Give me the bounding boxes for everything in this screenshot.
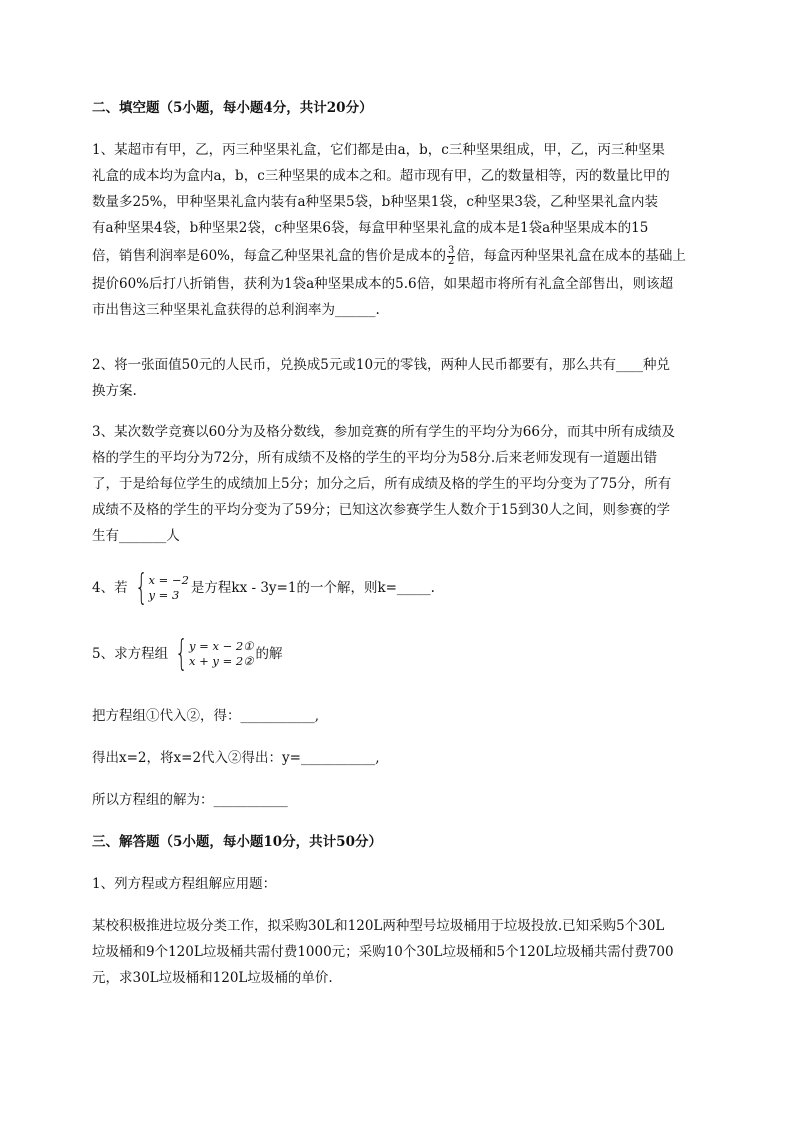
q1-line-4: 有a种坚果4袋，b种坚果2袋，c种坚果6袋，每盒甲种坚果礼盒的成本是1袋a种坚果成本的15 <box>92 220 649 236</box>
equation-system-q5 <box>170 633 254 674</box>
q1-line-5b: 倍，每盒丙种坚果礼盒在成本的基础上 <box>456 248 686 264</box>
question-2-1 <box>92 137 742 323</box>
question-2-3 <box>92 419 742 549</box>
q3-line-2: 格的学生的平均分为72分，所有成绩不及格的学生的平均分为58分.后来老师发现有一道题出错 <box>92 450 658 466</box>
fraction-numerator: 3 <box>448 245 455 256</box>
q5-step-3: 所以方程组的解为：___________ <box>92 792 288 808</box>
section3-q1-intro: 1、列方程或方程组解应用题： <box>92 876 277 892</box>
s3q1-line-2: 垃圾桶和9个120L垃圾桶共需付费1000元；采购10个30L垃圾桶和5个120L垃圾桶共需付费700 <box>92 944 674 960</box>
q1-line-6: 提价60%后打八折销售，获利为1袋a种坚果成本的5.6倍，如果超市将所有礼盒全部售出，则该超 <box>92 276 674 292</box>
brace-symbol: { <box>175 633 188 674</box>
section3-question-1 <box>92 913 742 991</box>
q2-line-1: 2、将一张面值50元的人民币，兑换成5元或10元的零钱，两种人民币都要有，那么共有____种兑 <box>92 357 671 373</box>
q1-line-7: 市出售这三种坚果礼盒获得的总利润率为______. <box>92 302 380 318</box>
q5-system-row-1: y = x − 2① <box>189 639 254 653</box>
q5-step-1: 把方程组①代入②，得：___________, <box>92 708 320 724</box>
s3q1-line-1: 某校积极推进垃圾分类工作，拟采购30L和120L两种型号垃圾桶用于垃圾投放.已知采购5个30L <box>92 918 665 934</box>
equation-system-q4 <box>130 567 189 608</box>
question-2-2 <box>92 352 742 404</box>
q1-line-5a: 倍，销售利润率是60%，每盒乙种坚果礼盒的售价是成本的 <box>92 248 447 264</box>
q3-line-5: 生有_______人 <box>92 528 180 544</box>
s3q1-line-3: 元，求30L垃圾桶和120L垃圾桶的单价. <box>92 970 333 986</box>
question-2-5 <box>92 632 742 676</box>
q4-suffix: 是方程kx - 3y=1的一个解，则k=_____. <box>190 580 435 596</box>
fraction-denominator: 2 <box>448 256 455 267</box>
q1-line-1: 1、某超市有甲，乙，丙三种坚果礼盒，它们都是由a，b，c三种坚果组成，甲，乙，丙三种坚果 <box>92 142 665 158</box>
brace-symbol: { <box>134 567 148 608</box>
q3-line-4: 成绩不及格的学生的平均分变为了59分；已知这次参赛学生人数介于15到30人之间，则参赛的学 <box>92 502 671 518</box>
q4-system-row-2: y = 3 <box>148 588 180 602</box>
q1-line-3: 数量多25%，甲种坚果礼盒内装有a种坚果5袋，b种坚果1袋，c种坚果3袋，乙种坚果礼盒内装 <box>92 194 659 210</box>
q5-suffix: 的解 <box>255 646 283 662</box>
section3-title: 三、解答题（5小题，每小题10分，共计50分） <box>92 834 382 850</box>
q3-line-3: 了，于是给每位学生的成绩加上5分；加分之后，所有成绩及格的学生的平均分变为了75分，所有 <box>92 476 672 492</box>
q5-prefix: 5、求方程组 <box>92 646 169 662</box>
q4-prefix: 4、若 <box>92 580 128 596</box>
q2-line-2: 换方案. <box>92 383 137 399</box>
q5-system-row-2: x + y = 2② <box>189 654 254 668</box>
q5-step-2: 得出x=2，将x=2代入②得出：y=___________, <box>92 750 380 766</box>
q4-system-row-1: x = −2 <box>148 573 189 587</box>
question-2-4 <box>92 566 742 610</box>
section2-title: 二、填空题（5小题，每小题4分，共计20分） <box>92 100 373 116</box>
q3-line-1: 3、某次数学竞赛以60分为及格分数线，参加竞赛的所有学生的平均分为66分，而其中所有成绩及 <box>92 424 675 440</box>
fraction-three-halves <box>447 246 455 267</box>
q1-line-2: 礼盒的成本均为盒内a，b，c三种坚果的成本之和。超市现有甲，乙的数量相等，丙的数量比甲的 <box>92 168 670 184</box>
q1-line-5 <box>92 241 742 271</box>
